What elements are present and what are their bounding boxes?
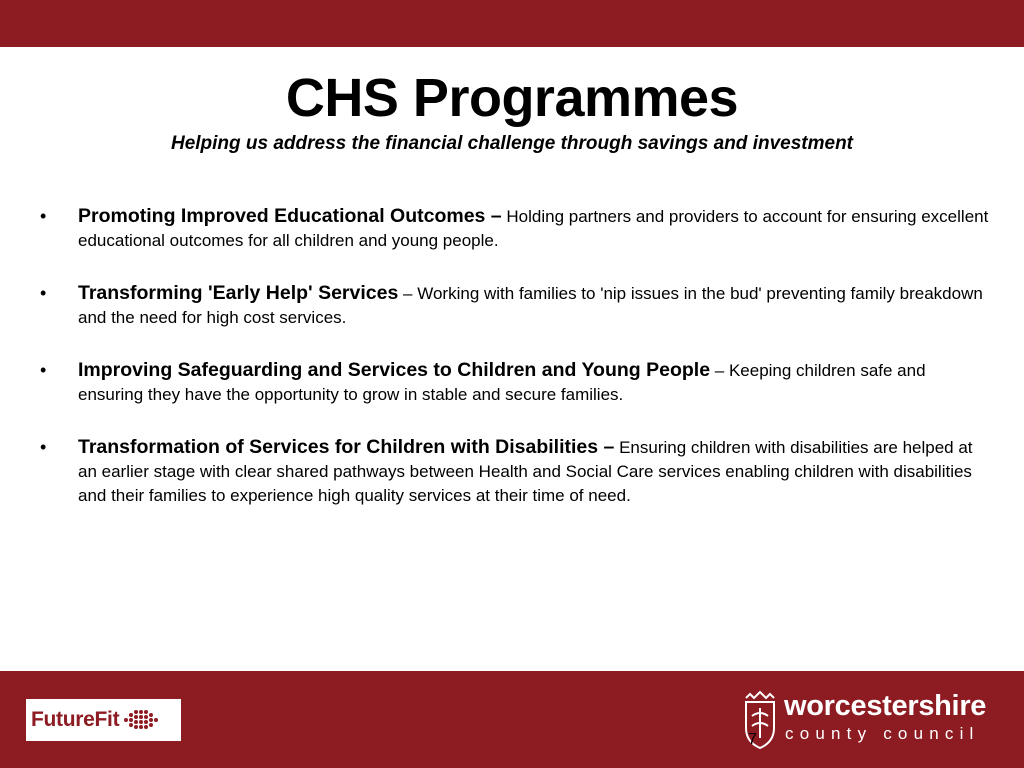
council-name: worcestershire [784, 690, 987, 722]
programme-description: – Keeping children safe and ensuring they have the opportunity to grow in stable and secure families. [78, 361, 926, 404]
dot-grid-icon [123, 709, 163, 731]
programme-heading: Promoting Improved Educational Outcomes – [78, 205, 502, 227]
programme-list [40, 204, 990, 536]
bullet-icon: • [40, 206, 47, 226]
bullet-icon: • [40, 360, 47, 380]
council-logo [742, 688, 1004, 758]
list-item [40, 358, 990, 407]
page-title: CHS Programmes [285, 68, 739, 128]
programme-description: Ensuring children with disabilities are helped at an earlier stage with clear shared pathways between Health and Social Care services enabling children with disabilities and their families to experience high quality services at their time of need. [78, 438, 973, 505]
programme-description: Holding partners and providers to account for ensuring excellent educational outcomes for all children and young people. [78, 207, 989, 250]
list-item [40, 281, 990, 330]
programme-description: – Working with families to 'nip issues in the bud' preventing family breakdown and the need for high cost services. [78, 284, 983, 327]
top-banner [0, 0, 1024, 47]
futurefit-logo [26, 699, 181, 741]
list-item [40, 204, 990, 253]
programme-heading: Transforming 'Early Help' Services [78, 282, 399, 304]
list-item [40, 435, 990, 508]
programme-heading: Improving Safeguarding and Services to Children and Young People [78, 359, 711, 381]
council-subtitle: county council [785, 724, 980, 743]
futurefit-logo-text: FutureFit [31, 708, 120, 731]
bullet-icon: • [40, 437, 47, 457]
programme-heading: Transformation of Services for Children with Disabilities – [78, 436, 615, 458]
page-subtitle: Helping us address the financial challenge through savings and investment [170, 133, 854, 154]
bullet-icon: • [40, 283, 47, 303]
page-number: 7 [748, 731, 757, 748]
